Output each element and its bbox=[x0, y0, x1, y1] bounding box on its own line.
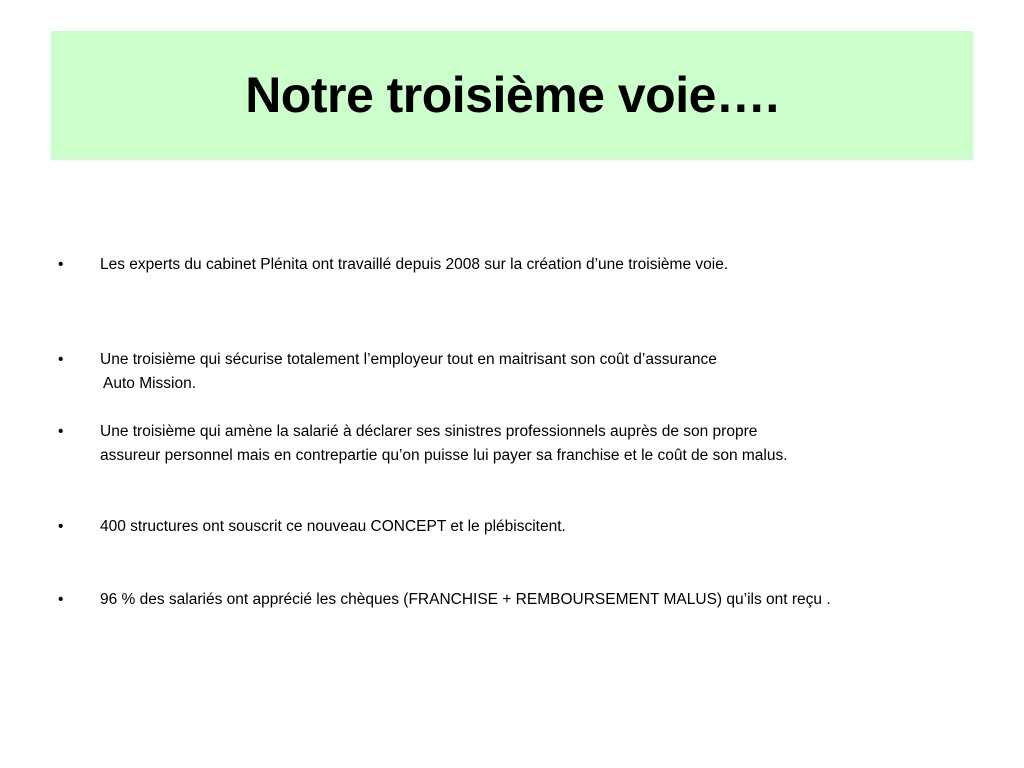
bullet-marker: • bbox=[58, 518, 64, 535]
bullet-text: Les experts du cabinet Plénita ont travaillé depuis 2008 sur la création d’une troisième voie. bbox=[100, 256, 729, 273]
bullet-marker: • bbox=[58, 351, 64, 368]
bullet-text: 400 structures ont souscrit ce nouveau CONCEPT et le plébiscitent. bbox=[100, 518, 566, 535]
bullet-continuation: Auto Mission. bbox=[103, 375, 197, 392]
bullet-text: 96 % des salariés ont apprécié les chèques (FRANCHISE + REMBOURSEMENT MALUS) qu’ils ont reçu . bbox=[100, 591, 831, 608]
slide-title: Notre troisième voie…. bbox=[245, 67, 779, 123]
bullet-marker: • bbox=[58, 591, 64, 608]
bullet-text: Une troisième qui amène la salarié à déclarer ses sinistres professionnels auprès de son propre bbox=[100, 423, 758, 440]
bullet-marker: • bbox=[58, 423, 64, 440]
bullet-text: Une troisième qui sécurise totalement l’employeur tout en maitrisant son coût d’assurance bbox=[100, 351, 717, 368]
bullet-marker: • bbox=[58, 256, 64, 273]
bullet-continuation: assureur personnel mais en contrepartie qu’on puisse lui payer sa franchise et le coût de son malus. bbox=[100, 447, 788, 464]
